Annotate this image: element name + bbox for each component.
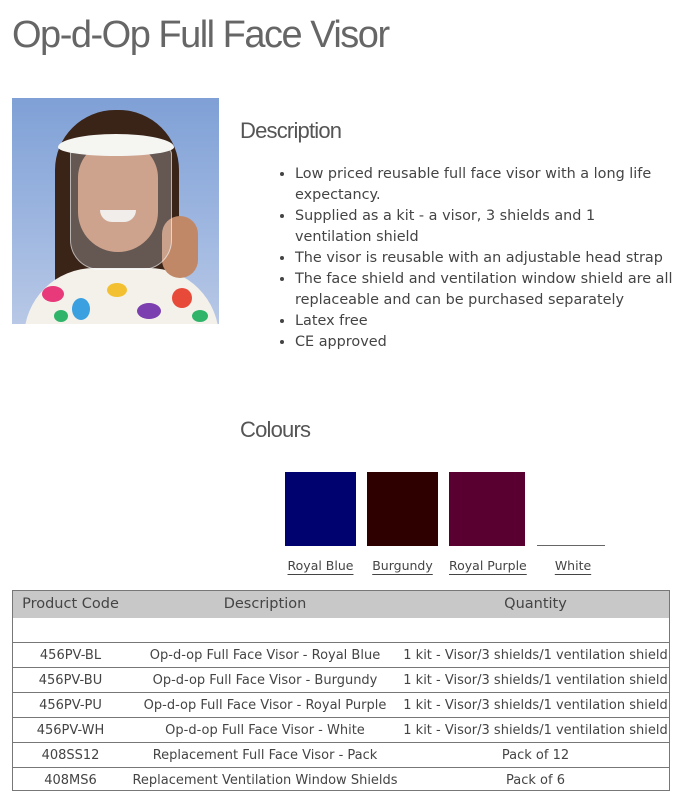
- cell-quantity: 1 kit - Visor/3 shields/1 ventilation shield: [401, 718, 670, 743]
- table-row: [12, 693, 670, 718]
- cell-product-code: 408MS6: [12, 768, 129, 793]
- cell-description: Op-d-op Full Face Visor - Royal Purple: [129, 693, 401, 718]
- description-heading: Description: [240, 118, 342, 143]
- table-row: [12, 768, 670, 793]
- page-title: Op-d-Op Full Face Visor: [12, 14, 389, 56]
- product-table: [12, 590, 670, 792]
- table-spacer-row: [12, 618, 670, 643]
- cell-quantity: 1 kit - Visor/3 shields/1 ventilation shield: [401, 668, 670, 693]
- swatch-royal-purple[interactable]: [449, 472, 525, 546]
- list-item: • Low priced reusable full face visor with a long life expectancy.: [295, 164, 675, 206]
- swatch-royal-blue[interactable]: [285, 472, 356, 546]
- list-item: • Supplied as a kit - a visor, 3 shields and 1 ventilation shield: [295, 206, 675, 248]
- cell-product-code: 456PV-WH: [12, 718, 129, 743]
- table-row: [12, 743, 670, 768]
- table-row: [12, 668, 670, 693]
- table-header-row: [12, 590, 670, 618]
- cell-product-code: 456PV-BL: [12, 643, 129, 668]
- colours-heading: Colours: [240, 417, 311, 442]
- cell-quantity: Pack of 12: [401, 743, 670, 768]
- column-header-quantity: Quantity: [401, 590, 670, 618]
- cell-description: Op-d-op Full Face Visor - Royal Blue: [129, 643, 401, 668]
- swatch-burgundy[interactable]: [367, 472, 438, 546]
- cell-product-code: 456PV-PU: [12, 693, 129, 718]
- list-item: • CE approved: [295, 332, 675, 353]
- cell-quantity: 1 kit - Visor/3 shields/1 ventilation shield: [401, 643, 670, 668]
- product-photo: [12, 98, 219, 324]
- colour-link-burgundy[interactable]: Burgundy: [372, 558, 433, 573]
- column-header-description: Description: [129, 590, 401, 618]
- cell-product-code: 456PV-BU: [12, 668, 129, 693]
- feature-list: [275, 164, 675, 353]
- cell-description: Replacement Ventilation Window Shields: [129, 768, 401, 793]
- colour-link-royal-blue[interactable]: Royal Blue: [287, 558, 354, 573]
- colour-link-white[interactable]: White: [554, 558, 592, 573]
- colour-link-royal-purple[interactable]: Royal Purple: [449, 558, 527, 573]
- cell-description: Op-d-op Full Face Visor - White: [129, 718, 401, 743]
- column-header-product-code: Product Code: [12, 590, 129, 618]
- list-item: • The face shield and ventilation window shield are all replaceable and can be purchased separately: [295, 269, 675, 311]
- swatch-white[interactable]: [537, 545, 605, 546]
- cell-description: Op-d-op Full Face Visor - Burgundy: [129, 668, 401, 693]
- table-row: [12, 718, 670, 743]
- cell-quantity: Pack of 6: [401, 768, 670, 793]
- table-row: [12, 643, 670, 668]
- cell-product-code: 408SS12: [12, 743, 129, 768]
- list-item: • The visor is reusable with an adjustable head strap: [295, 248, 675, 269]
- list-item: • Latex free: [295, 311, 675, 332]
- cell-quantity: 1 kit - Visor/3 shields/1 ventilation shield: [401, 693, 670, 718]
- cell-description: Replacement Full Face Visor - Pack: [129, 743, 401, 768]
